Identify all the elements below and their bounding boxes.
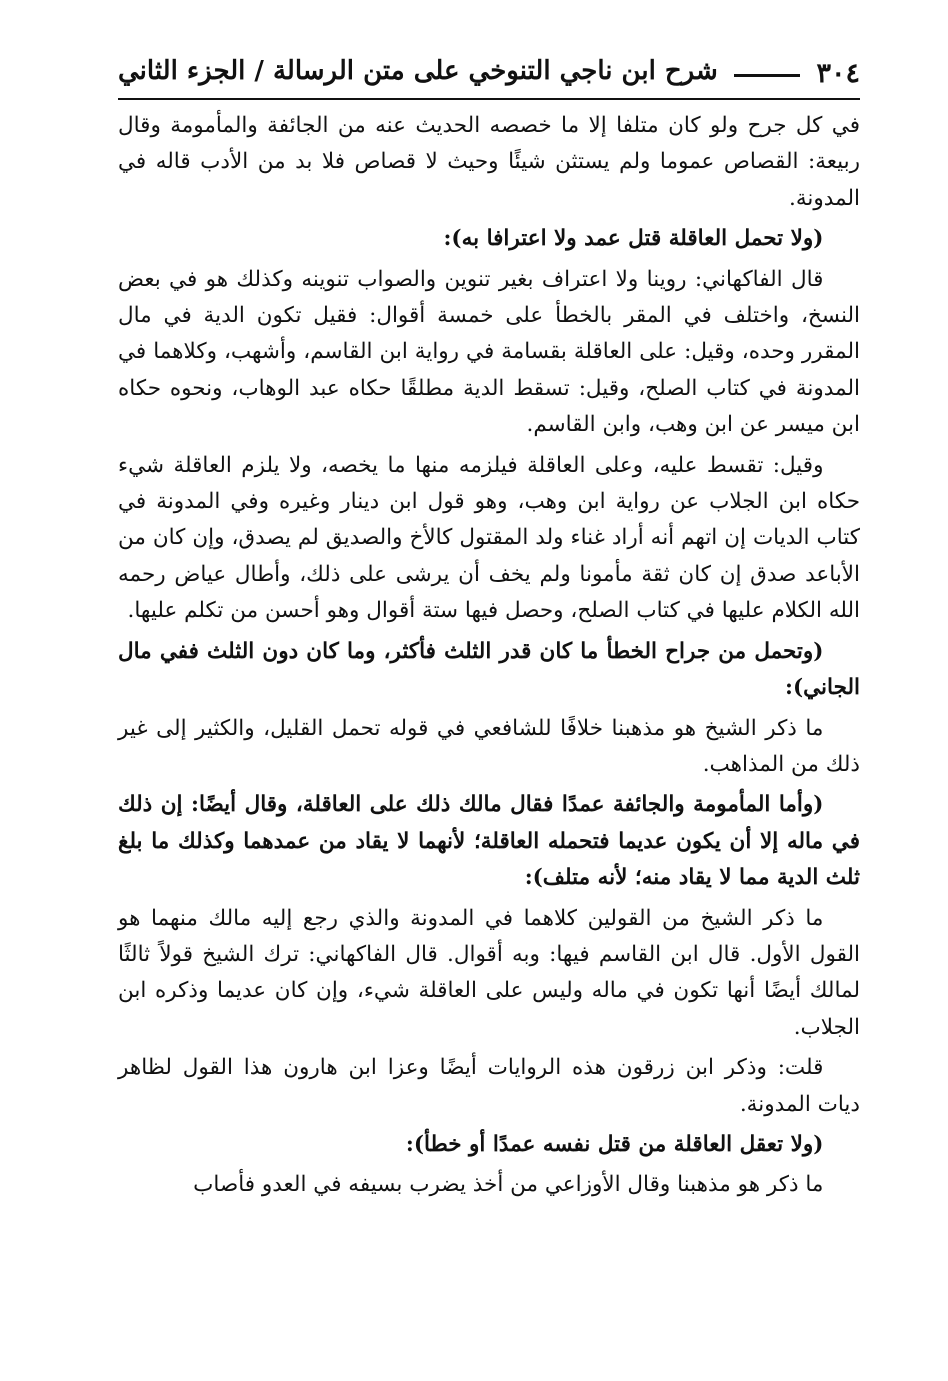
matn-heading: (وأما المأمومة والجائفة عمدًا فقال مالك ذلك على العاقلة، وقال أيضًا: إن ذلك في ماله إلا أن يكون عديما فتحمله العاقلة؛ لأنهما لا يقاد من عمدهما وكذلك ما بلغ ثلث الدية مما لا يقاد منه؛ لأنه متلف): — [118, 792, 860, 891]
paragraph-continuation: في كل جرح ولو كان متلفا إلا ما خصصه الحديث عنه من الجائفة والمأمومة وقال ربيعة: القصاص عموما ولم يستثن شيئًا وحيث لا قصاص فلا بد من الأدب قاله في المدونة. — [118, 113, 860, 211]
page-body — [118, 108, 860, 1208]
header-dash — [734, 74, 800, 77]
commentary-paragraph: وقيل: تقسط عليه، وعلى العاقلة فيلزمه منها ما يخصه، ولا يلزم العاقلة شيء حكاه ابن الجلاب عن رواية ابن وهب، وهو قول ابن دينار وغيره وفي المدونة في كتاب الديات إن اتهم أنه أراد غناء ولد المقتول كالأخ والصديق لم يصدق، وإن كان من الأباعد صدق إن كان ثقة مأمونا ولم يخف أن يرشى على ذلك، وأطال عياض رحمه الله الكلام عليها في كتاب الصلح، وحصل فيها ستة أقوال وهو أحسن من تكلم عليها. — [118, 452, 860, 624]
book-title: شرح ابن ناجي التنوخي على متن الرسالة / الجزء الثاني — [118, 56, 718, 86]
running-header — [118, 56, 860, 100]
commentary-paragraph: قال الفاكهاني: روينا ولا اعتراف بغير تنوين والصواب تنوينه وكذلك هو في بعض النسخ، واختلف في المقر بالخطأ على خمسة أقوال: فقيل تكون الدية في مال المقرر وحده، وقيل: على العاقلة بقسامة في رواية ابن القاسم، وأشهب، وكلاهما في المدونة في كتاب الصلح، وقيل: تسقط الدية مطلقًا حكاه عبد الوهاب، ونحوه حكاه ابن ميسر عن ابن وهب، وابن القاسم. — [118, 266, 860, 438]
commentary-paragraph: قلت: وذكر ابن زرقون هذه الروايات أيضًا وعزا ابن هارون هذا القول لظاهر ديات المدونة. — [118, 1055, 860, 1117]
commentary-paragraph: ما ذكر هو مذهبنا وقال الأوزاعي من أخذ يضرب بسيفه في العدو فأصاب — [193, 1172, 824, 1198]
commentary-paragraph: ما ذكر الشيخ هو مذهبنا خلافًا للشافعي في قوله تحمل القليل، والكثير إلى غير ذلك من المذاهب. — [118, 715, 860, 777]
matn-heading: (ولا تعقل العاقلة من قتل نفسه عمدًا أو خطأ): — [405, 1131, 824, 1157]
matn-heading: (ولا تحمل العاقلة قتل عمد ولا اعترافا به): — [443, 226, 824, 252]
page-number: ٣٠٤ — [816, 58, 860, 89]
commentary-paragraph: ما ذكر الشيخ من القولين كلاهما في المدونة والذي رجع إليه مالك منهما هو القول الأول. قال ابن القاسم فيها: وبه أقوال. قال الفاكهاني: ترك الشيخ قولاً ثالثًا لمالك أيضًا أنها تكون في ماله وليس على العاقلة شيء، وإن كان عديما وذكره ابن الجلاب. — [118, 905, 860, 1040]
matn-heading: (وتحمل من جراح الخطأ ما كان قدر الثلث فأكثر، وما كان دون الثلث ففي مال الجاني): — [118, 638, 860, 701]
